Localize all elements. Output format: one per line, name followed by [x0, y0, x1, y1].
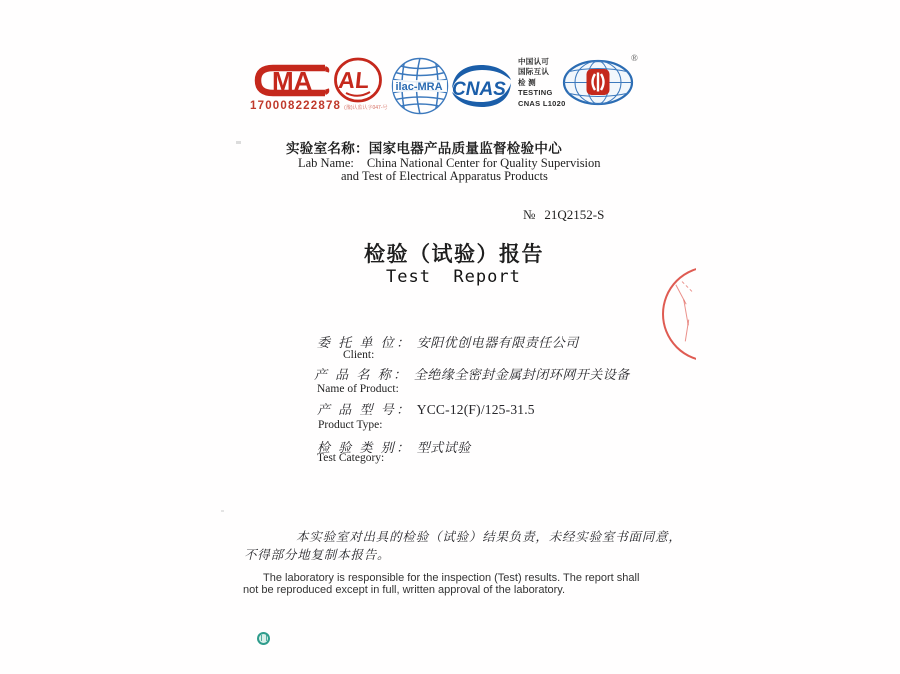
field-test-category-en: Test Category: [317, 452, 385, 464]
field-product-name-zh [314, 364, 630, 383]
cal-letters: AL [337, 67, 371, 93]
statement-en-line1: The laboratory is responsible for the inspection (Test) results. The report shall [263, 572, 640, 584]
seal-circle [662, 266, 696, 362]
cal-logo [333, 57, 383, 109]
green-seal-icon [257, 632, 270, 645]
field-client-en: Client: [343, 349, 375, 361]
red-seal-stamp [650, 262, 696, 364]
scan-artifact [236, 141, 241, 144]
statement-zh-line1: 本实验室对出具的检验（试验）结果负责，未经实验室书面同意， [296, 530, 682, 544]
statement-zh-line2: 不得部分地复制本报告。 [244, 548, 391, 562]
accreditation-line: TESTING [518, 88, 553, 98]
field-value: YCC-12(F)/125-31.5 [416, 402, 535, 417]
cnas-logo [450, 64, 513, 113]
lab-name-en-line2: and Test of Electrical Apparatus Products [341, 169, 548, 183]
cma-letters: MA [272, 66, 313, 96]
cnas-swoosh-icon [450, 64, 513, 108]
accreditation-line: 检 测 [518, 77, 536, 87]
field-product-name-en: Name of Product: [317, 383, 399, 395]
report-number [523, 207, 604, 223]
cal-oval-icon [333, 57, 383, 104]
ilac-mra-label: ilac-MRA [395, 81, 443, 93]
field-label-zh: 产 品 名 称： [314, 367, 409, 382]
report-number-value: 21Q2152-S [544, 207, 605, 222]
field-value: 安阳优创电器有限责任公司 [416, 335, 579, 350]
accreditation-line: CNAS L1020 [518, 98, 566, 108]
field-value: 型式试验 [416, 440, 471, 455]
field-product-type-en: Product Type: [318, 419, 383, 431]
statement-en-line2: not be reproduced except in full, written approval of the laboratory. [243, 584, 566, 596]
lab-name-en-label: Lab Name: [298, 156, 354, 170]
accreditation-line: 国际互认 [518, 67, 550, 77]
cnas-label: CNAS [452, 79, 506, 100]
field-label-zh: 产 品 型 号： [317, 402, 412, 417]
lab-name-zh: 实验室名称：国家电器产品质量监督检验中心 [286, 141, 562, 156]
registered-mark: ® [631, 53, 638, 63]
field-product-type-zh [317, 399, 535, 418]
ilac-globe-icon [391, 57, 449, 115]
cma-c-mark-icon [249, 59, 331, 102]
ilac-mra-logo [391, 57, 449, 120]
field-value: 全绝缘全密封金属封闭环网开关设备 [413, 367, 630, 382]
accreditation-line: 中国认可 [518, 57, 550, 66]
cma-cert-number: 170008222878 [250, 100, 342, 112]
numero-sign: № [523, 207, 536, 222]
field-label-zh: 检 验 类 别： [317, 440, 412, 455]
scan-artifact [221, 510, 224, 512]
cma-fine-print: (豫)认监认字047-号 [344, 105, 388, 111]
globe-certification-logo [562, 59, 634, 111]
report-title-zh: 检验（试验）报告 [364, 243, 544, 266]
report-title-en: Test Report [386, 267, 521, 287]
field-label-zh: 委 托 单 位： [317, 335, 412, 350]
lab-name-en-line1: China National Center for Quality Supervision [366, 156, 601, 170]
globe-icon [562, 59, 634, 106]
